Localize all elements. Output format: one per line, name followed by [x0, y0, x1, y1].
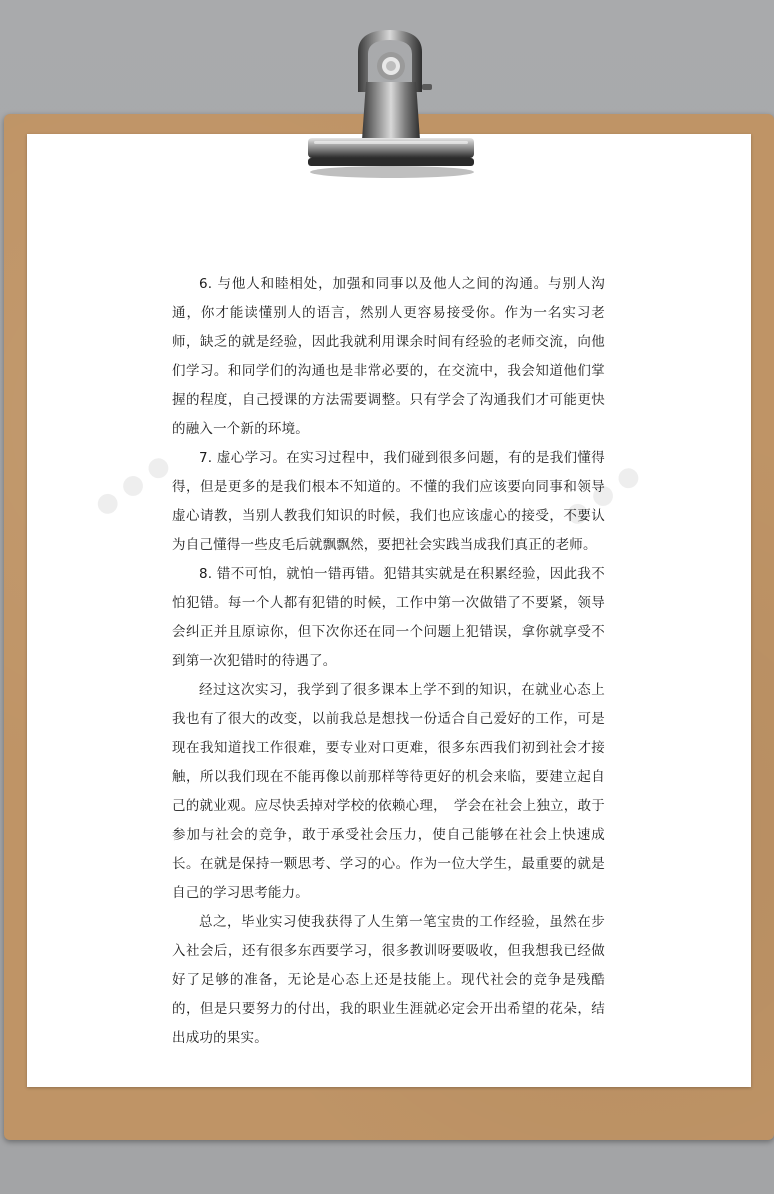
- paragraph: 经过这次实习，我学到了很多课本上学不到的知识，在就业心态上我也有了很大的改变，以前我总是想找一份适合自己爱好的工作，可是现在我知道找工作很难，要专业对口更难，很多东西我们初到社会才接触，所以我们现在不能再像以前那样等待更好的机会来临，要建立起自己的就业观。应尽快丢掉对学校的依赖心理， 学会在社会上独立，敢于参加与社会的竞争，敢于承受社会压力，使自己能够在社会上快速成长。在就是保持一颗思考、学习的心。作为一位大学生，最重要的就是自己的学习思考能力。: [172, 682, 605, 901]
- paragraph: 8. 错不可怕，就怕一错再错。犯错其实就是在积累经验，因此我不怕犯错。每一个人都有犯错的时候，工作中第一次做错了不要紧，领导会纠正并且原谅你，但下次你还在同一个问题上犯错误，拿你就享受不到第一次犯错时的待遇了。: [172, 566, 605, 669]
- document-body: [172, 270, 605, 1053]
- paragraph: 6. 与他人和睦相处，加强和同事以及他人之间的沟通。与别人沟通，你才能读懂别人的语言，然别人更容易接受你。作为一名实习老师，缺乏的就是经验，因此我就利用课余时间有经验的老师交流，向他们学习。和同学们的沟通也是非常必要的，在交流中，我会知道他们掌握的程度，自己授课的方法需要调整。只有学会了沟通我们才可能更快的融入一个新的环境。: [172, 276, 605, 437]
- paragraph: 7. 虚心学习。在实习过程中，我们碰到很多问题，有的是我们懂得得，但是更多的是我们根本不知道的。不懂的我们应该要向同事和领导虚心请教，当别人教我们知识的时候，我们也应该虚心的接受，不要认为自己懂得一些皮毛后就飘飘然，要把社会实践当成我们真正的老师。: [172, 450, 605, 553]
- paragraph: 总之，毕业实习使我获得了人生第一笔宝贵的工作经验，虽然在步入社会后，还有很多东西要学习，很多教训呀要吸收，但我想我已经做好了足够的准备，无论是心态上还是技能上。现代社会的竞争是残酷的，但是只要努力的付出，我的职业生涯就必定会开出希望的花朵，结出成功的果实。: [172, 914, 605, 1046]
- binder-clip-icon: [300, 22, 480, 182]
